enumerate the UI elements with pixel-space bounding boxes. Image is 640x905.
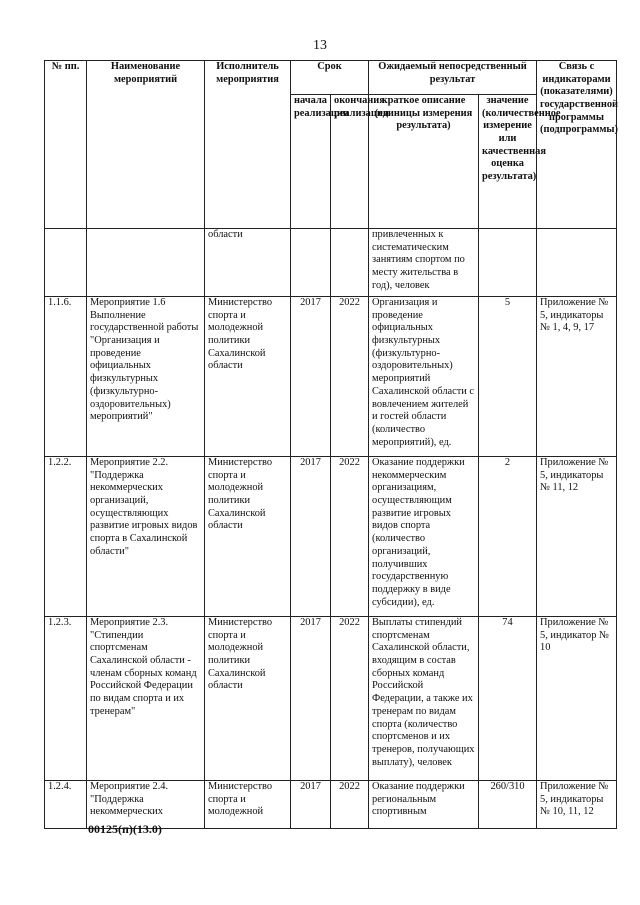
executor-cell: Министерство спорта и молодежной политики Сахалинской области <box>205 457 291 617</box>
table-header-row <box>45 61 617 95</box>
end-year-cell: 2022 <box>331 297 369 457</box>
desc-cell: Организация и проведение официальных физкультурных (физкультурно-оздоровительных) мероприятий Сахалинской области с вовлечением жителей и гостей области (количество мероприятий), ед. <box>369 297 479 457</box>
name-cell: Мероприятие 2.4. "Поддержка некоммерческих <box>87 781 205 829</box>
link-cell: Приложение № 5, индикаторы № 10, 11, 12 <box>537 781 617 829</box>
num-cell: 1.2.4. <box>45 781 87 829</box>
table-row-continuation <box>45 229 617 297</box>
value-cell: 260/310 <box>479 781 537 829</box>
header-start: начала реализации <box>291 95 331 229</box>
value-cell: 2 <box>479 457 537 617</box>
events-table <box>44 60 617 829</box>
table-row <box>45 457 617 617</box>
num-cell: 1.1.6. <box>45 297 87 457</box>
name-cell: Мероприятие 1.6 Выполнение государственной работы "Организация и проведение официальных физкультурных (физкультурно-оздоровительных) мероприятий" <box>87 297 205 457</box>
start-year-cell: 2017 <box>291 781 331 829</box>
executor-cell: Министерство спорта и молодежной политики Сахалинской области <box>205 297 291 457</box>
start-year-cell: 2017 <box>291 457 331 617</box>
executor-cell: Министерство спорта и молодежной <box>205 781 291 829</box>
end-year-cell: 2022 <box>331 457 369 617</box>
end-year-cell: 2022 <box>331 781 369 829</box>
header-short-desc: краткое описание (единицы измерения результата) <box>369 95 479 229</box>
link-cell: Приложение № 5, индикатор № 10 <box>537 617 617 781</box>
start-year-cell: 2017 <box>291 617 331 781</box>
header-num: № пп. <box>45 61 87 229</box>
executor-cell: Министерство спорта и молодежной политики Сахалинской области <box>205 617 291 781</box>
table-row <box>45 617 617 781</box>
page-number: 13 <box>313 38 327 53</box>
desc-cell: привлеченных к систематическим занятиям спортом по месту жительства в год), человек <box>369 229 479 297</box>
header-term: Срок <box>291 61 369 95</box>
value-cell: 5 <box>479 297 537 457</box>
header-link: Связь с индикаторами (показателями) государственной программы (подпрограммы) <box>537 61 617 229</box>
name-cell: Мероприятие 2.3. "Стипендии спортсменам Сахалинской области - членам сборных команд Российской Федерации по видам спорта и их тренерам" <box>87 617 205 781</box>
link-cell: Приложение № 5, индикаторы № 11, 12 <box>537 457 617 617</box>
header-expected: Ожидаемый непосредственный результат <box>369 61 537 95</box>
link-cell: Приложение № 5, индикаторы № 1, 4, 9, 17 <box>537 297 617 457</box>
start-year-cell: 2017 <box>291 297 331 457</box>
table-row <box>45 297 617 457</box>
num-cell: 1.2.3. <box>45 617 87 781</box>
header-executor: Исполнитель мероприятия <box>205 61 291 229</box>
num-cell: 1.2.2. <box>45 457 87 617</box>
header-end: окончания реализации <box>331 95 369 229</box>
executor-cell: области <box>205 229 291 297</box>
desc-cell: Оказание поддержки некоммерческим организациям, осуществляющим развитие игровых видов спорта (количество организаций, получивших государственную поддержку в виде субсидии), ед. <box>369 457 479 617</box>
value-cell: 74 <box>479 617 537 781</box>
header-value: значение (количественное измерение или качественная оценка результата) <box>479 95 537 229</box>
header-name: Наименование мероприятий <box>87 61 205 229</box>
desc-cell: Выплаты стипендий спортсменам Сахалинской области, входящим в состав сборных команд Российской Федерации, а также их тренерам по видам спорта (количество спортсменов и их тренеров, получающих выплату), человек <box>369 617 479 781</box>
document-code: 00125(п)(13.0) <box>88 822 162 836</box>
desc-cell: Оказание поддержки региональным спортивным <box>369 781 479 829</box>
end-year-cell: 2022 <box>331 617 369 781</box>
name-cell: Мероприятие 2.2. "Поддержка некоммерческих организаций, осуществляющих развитие игровых видов спорта в Сахалинской области" <box>87 457 205 617</box>
